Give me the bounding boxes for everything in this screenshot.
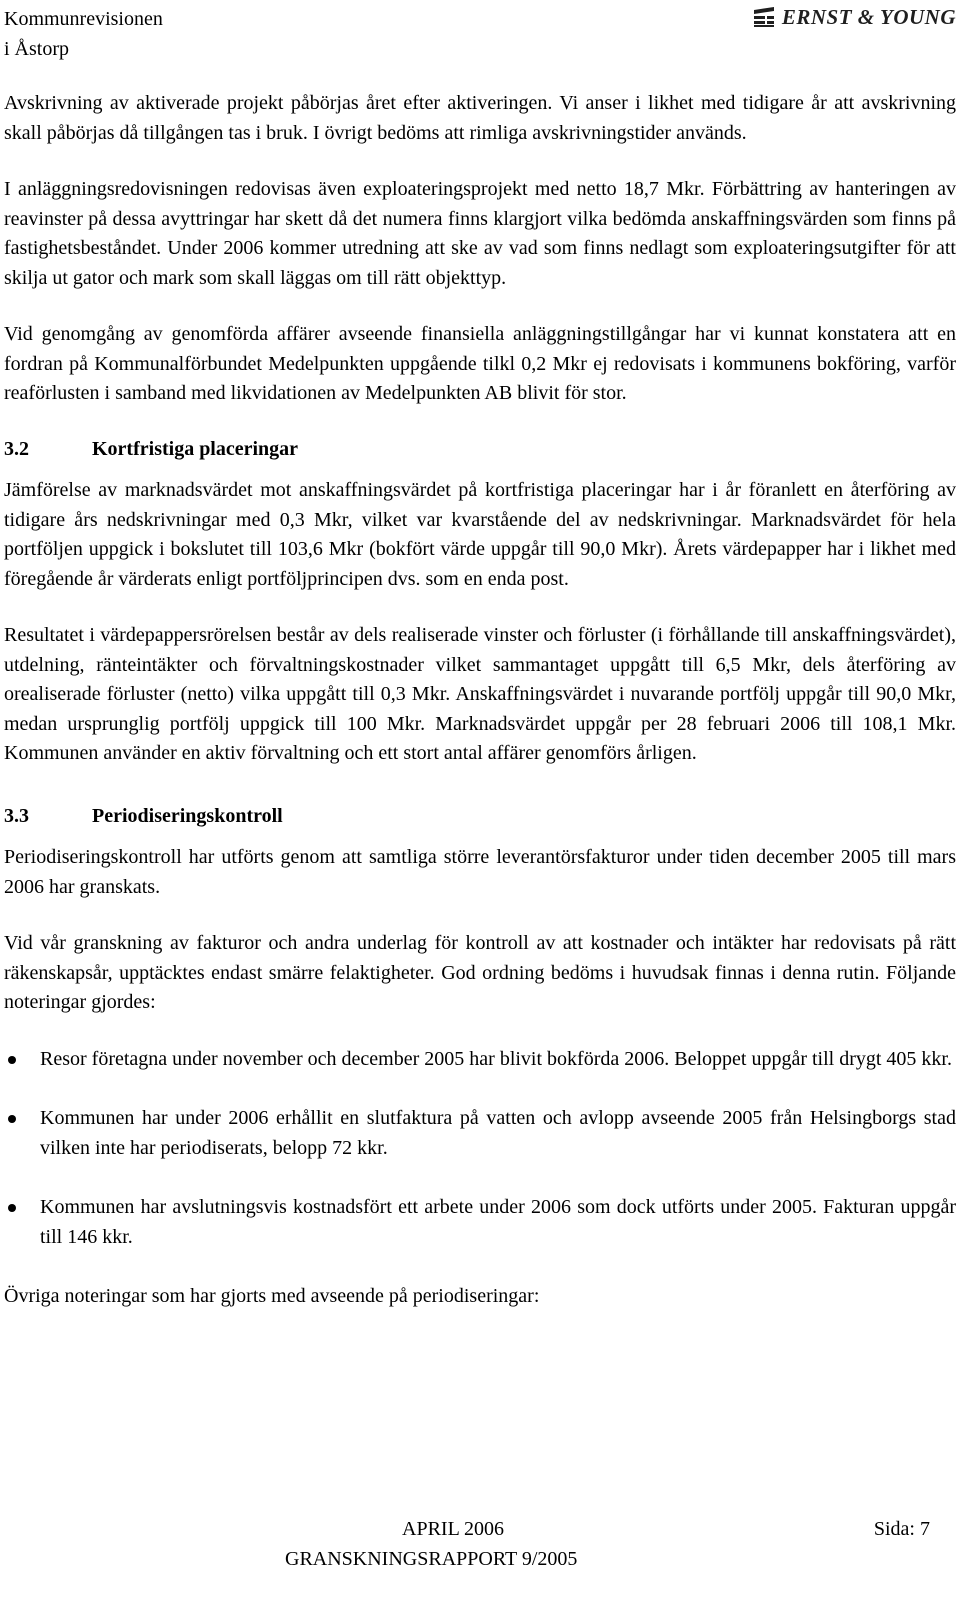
section-number: 3.3 [4, 804, 29, 827]
page-header [4, 4, 163, 64]
paragraph-market-value: Jämförelse av marknadsvärdet mot anskaffningsvärdet på kortfristiga placeringar har i år föranlett en återföring av tidigare års nedskrivningar med 0,3 Mkr, vilket var kvarstående del av nedskrivningar. Marknadsvärdet för hela portföljen uppgick i bokslutet till 103,6 Mkr (bokfört värde uppgår till 90,0 Mkr). Årets värdepapper har i likhet med föregående år värderats enligt portföljprincipen dvs. som en enda post. [4, 479, 956, 590]
section-number: 3.2 [4, 437, 29, 460]
section-title: Periodiseringskontroll [92, 804, 283, 827]
org-name: Kommunrevisionen [4, 8, 163, 30]
list-item [4, 1045, 956, 1075]
list-item [4, 1104, 956, 1163]
bullet-icon [8, 1204, 16, 1212]
paragraph-review-findings: Vid vår granskning av fakturor och andra underlag för kontroll av att kostnader och intäkter har redovisats på rätt räkenskapsår, upptäcktes endast smärre felaktigheter. God ordning bedöms i huvudsak finnas i denna rutin. Följande noteringar gjordes: [4, 932, 956, 1013]
logo-mark-icon [752, 6, 776, 28]
list-item-text: Kommunen har avslutningsvis kostnadsfört ett arbete under 2006 som dock utförts under 2005. Fakturan uppgår till 146 kkr. [40, 1196, 956, 1248]
section-heading-3-2 [4, 435, 956, 465]
report-number: GRANSKNINGSRAPPORT 9/2005 [285, 1548, 578, 1570]
section-heading-3-3 [4, 802, 956, 832]
bullet-icon [8, 1056, 16, 1064]
list-item [4, 1193, 956, 1252]
paragraph-depreciation: Avskrivning av aktiverade projekt påbörjas året efter aktiveringen. Vi anser i likhet med tidigare år att avskrivning skall påbörjas då tillgången tas i bruk. I övrigt bedöms att rimliga avskrivningstider används. [4, 92, 956, 144]
footer-date: APRIL 2006 [402, 1518, 505, 1540]
bullet-icon [8, 1115, 16, 1123]
page-number: Sida: 7 [873, 1518, 930, 1540]
org-location: i Åstorp [4, 38, 69, 60]
paragraph-accrual-control: Periodiseringskontroll har utförts genom att samtliga större leverantörsfakturor under tiden december 2005 till mars 2006 har granskats. [4, 846, 956, 898]
list-item-text: Resor företagna under november och december 2005 har blivit bokförda 2006. Beloppet uppgår till drygt 405 kkr. [40, 1047, 952, 1070]
ernst-young-logo [752, 4, 956, 30]
findings-list [4, 1045, 956, 1253]
paragraph-financial-assets: Vid genomgång av genomförda affärer avseende finansiella anläggningstillgångar har vi kunnat konstatera att en fordran på Kommunalförbundet Medelpunkten uppgående tilkl 0,2 Mkr ej redovisats i kommunens bokföring, varför reaförlusten i samband med likvidationen av Medelpunkten AB blivit för stor. [4, 323, 956, 404]
paragraph-securities-result: Resultatet i värdepappersrörelsen består av dels realiserade vinster och förluster (i förhållande till anskaffningsvärdet), utdelning, ränteintäkter och förvaltningskostnader vilket sammantaget uppgått till 6,5 Mkr, dels återföring av orealiserade förluster (netto) vilka uppgått till 0,3 Mkr. Anskaffningsvärdet i nuvarande portfölj uppgår till 90,0 Mkr, medan ursprunglig portfölj uppgick till 100 Mkr. Marknadsvärdet uppgår per 28 februari 2006 till 108,1 Mkr. Kommunen använder en aktiv förvaltning och ett stort antal affärer genomförs årligen. [4, 624, 956, 764]
list-item-text: Kommunen har under 2006 erhållit en slutfaktura på vatten och avlopp avseende 2005 från Helsingborgs stad vilken inte har periodiserats, belopp 72 kkr. [40, 1107, 956, 1159]
document-body [4, 89, 956, 1312]
paragraph-other-notes: Övriga noteringar som har gjorts med avseende på periodiseringar: [4, 1285, 540, 1307]
logo-text: ERNST & YOUNG [781, 4, 956, 29]
paragraph-exploitation: I anläggningsredovisningen redovisas även exploateringsprojekt med netto 18,7 Mkr. Förbättring av hanteringen av reavinster på dessa avyttringar har skett då det numera finns klargjort vilka bedömda anskaffningsvärden som finns på fastighetsbeståndet. Under 2006 kommer utredning att ske av vad som finns nedlagt som exploateringsutgifter för att skilja ut gator och mark som skall läggas om till rätt objekttyp. [4, 178, 956, 289]
section-title: Kortfristiga placeringar [92, 437, 299, 460]
